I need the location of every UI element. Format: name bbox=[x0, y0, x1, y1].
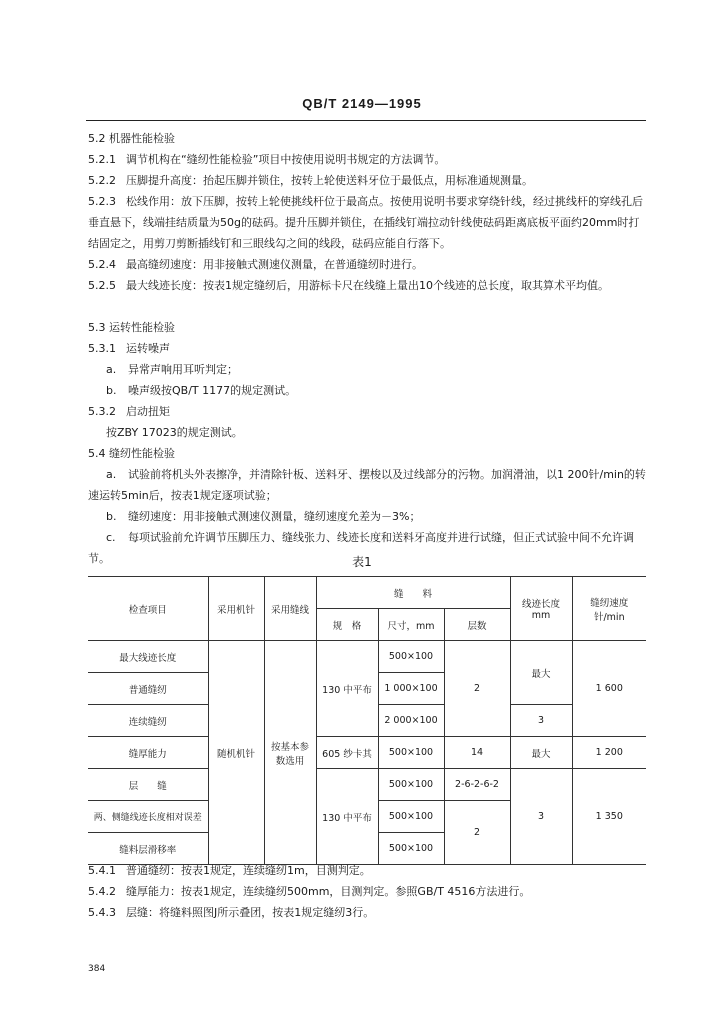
clause-5-2-1: 5.2.1 调节机构在“缝纫性能检验”项目中按使用说明书规定的方法调节。 bbox=[88, 153, 446, 166]
col-header-layers: 层数 bbox=[444, 609, 510, 641]
header-rule bbox=[86, 120, 646, 121]
clause-5-3-1: 5.3.1 运转噪声 bbox=[88, 342, 170, 355]
after-table-text bbox=[88, 860, 648, 923]
thread-cell: 按基本参 数选用 bbox=[264, 641, 316, 865]
clause-5-4-3: 5.4.3 层缝：将缝料照图J所示叠团，按表1规定缝纫3行。 bbox=[88, 906, 375, 919]
section-heading-5-2: 5.2 机器性能检验 bbox=[88, 132, 175, 145]
table-row: 普通缝纫 1 000×100 bbox=[88, 673, 646, 705]
clause-5-4-b: b. 缝纫速度：用非接触式测速仪测量，缝纫速度允差为－3%； bbox=[106, 510, 421, 523]
section-heading-5-4: 5.4 缝纫性能检验 bbox=[88, 447, 175, 460]
clause-5-2-4: 5.2.4 最高缝纫速度：用非接触式测速仪测量，在普通缝纫时进行。 bbox=[88, 258, 423, 271]
standard-number-header: QB/T 2149—1995 bbox=[302, 96, 422, 111]
clause-5-4-a: a. 试验前将机头外表擦净，并清除针板、送料牙、摆梭以及过线部分的污物。加润滑油，以1 200针/min的转速运转5min后，按表1规定逐项试验； bbox=[88, 468, 646, 502]
col-header-speed: 缝纫速度 针/min bbox=[572, 577, 646, 641]
clause-5-4-1: 5.4.1 普通缝纫：按表1规定，连续缝纫1m，目测判定。 bbox=[88, 864, 371, 877]
col-header-thread: 采用缝线 bbox=[264, 577, 316, 641]
col-header-stitch-length: 线迹长度 mm bbox=[510, 577, 572, 641]
col-header-needle: 采用机针 bbox=[208, 577, 264, 641]
table-row: 两、侧缝线迹长度相对误差 500×100 2 bbox=[88, 801, 646, 833]
table-row: 缝料层滑移率 500×100 bbox=[88, 833, 646, 865]
col-header-spec: 规 格 bbox=[316, 609, 378, 641]
page-number: 384 bbox=[88, 964, 106, 974]
col-header-size: 尺寸，mm bbox=[378, 609, 444, 641]
clause-5-4-c: c. 每项试验前允许调节压脚压力、缝线张力、线迹长度和送料牙高度并进行试缝，但正式试验中间不允许调节。 bbox=[88, 531, 634, 565]
table-row: 最大线迹长度 随机机针 按基本参 数选用 130 中平布 500×100 2 最大 1 600 bbox=[88, 641, 646, 673]
clause-5-2-2: 5.2.2 压脚提升高度：抬起压脚并锁住，按转上轮使送料牙位于最低点，用标准通规测量。 bbox=[88, 174, 533, 187]
sewing-test-table bbox=[88, 576, 646, 865]
clause-5-3-2-text: 按ZBY 17023的规定测试。 bbox=[106, 426, 243, 439]
clause-5-4-2: 5.4.2 缝厚能力：按表1规定，连续缝纫500mm，目测判定。参照GB/T 4516方法进行。 bbox=[88, 885, 531, 898]
table-caption: 表1 bbox=[352, 555, 372, 569]
col-header-fabric: 缝 料 bbox=[316, 577, 510, 609]
table-row: 缝厚能力 605 纱卡其 500×100 14 最大 1 200 bbox=[88, 737, 646, 769]
clause-5-3-1-a: a. 异常声响用耳听判定； bbox=[106, 363, 238, 376]
section-heading-5-3: 5.3 运转性能检验 bbox=[88, 321, 175, 334]
clause-5-3-2: 5.3.2 启动扭矩 bbox=[88, 405, 170, 418]
clause-5-2-5: 5.2.5 最大线迹长度：按表1规定缝纫后，用游标卡尺在线缝上量出10个线迹的总长度，取其算术平均值。 bbox=[88, 279, 609, 292]
clause-5-2-3: 5.2.3 松线作用：放下压脚，按转上轮使挑线杆位于最高点。按使用说明书要求穿绕针线，经过挑线杆的穿线孔后垂直悬下，线端挂结质量为50g的砝码。提升压脚并锁住，在插线钉端拉动针线使砝码距离底板平面约20mm时打结固定之，用剪刀剪断插线钉和三眼线勾之间的线段，砝码应能自行落下。 bbox=[88, 195, 643, 250]
body-text bbox=[88, 128, 648, 569]
needle-cell: 随机机针 bbox=[208, 641, 264, 865]
table-header-row bbox=[88, 577, 646, 609]
table-row: 层 缝 130 中平布 500×100 2-6-2-6-2 3 1 350 bbox=[88, 769, 646, 801]
clause-5-3-1-b: b. 噪声级按QB/T 1177的规定测试。 bbox=[106, 384, 297, 397]
col-header-item: 检查项目 bbox=[88, 577, 208, 641]
table-row: 连续缝纫 2 000×100 3 bbox=[88, 705, 646, 737]
